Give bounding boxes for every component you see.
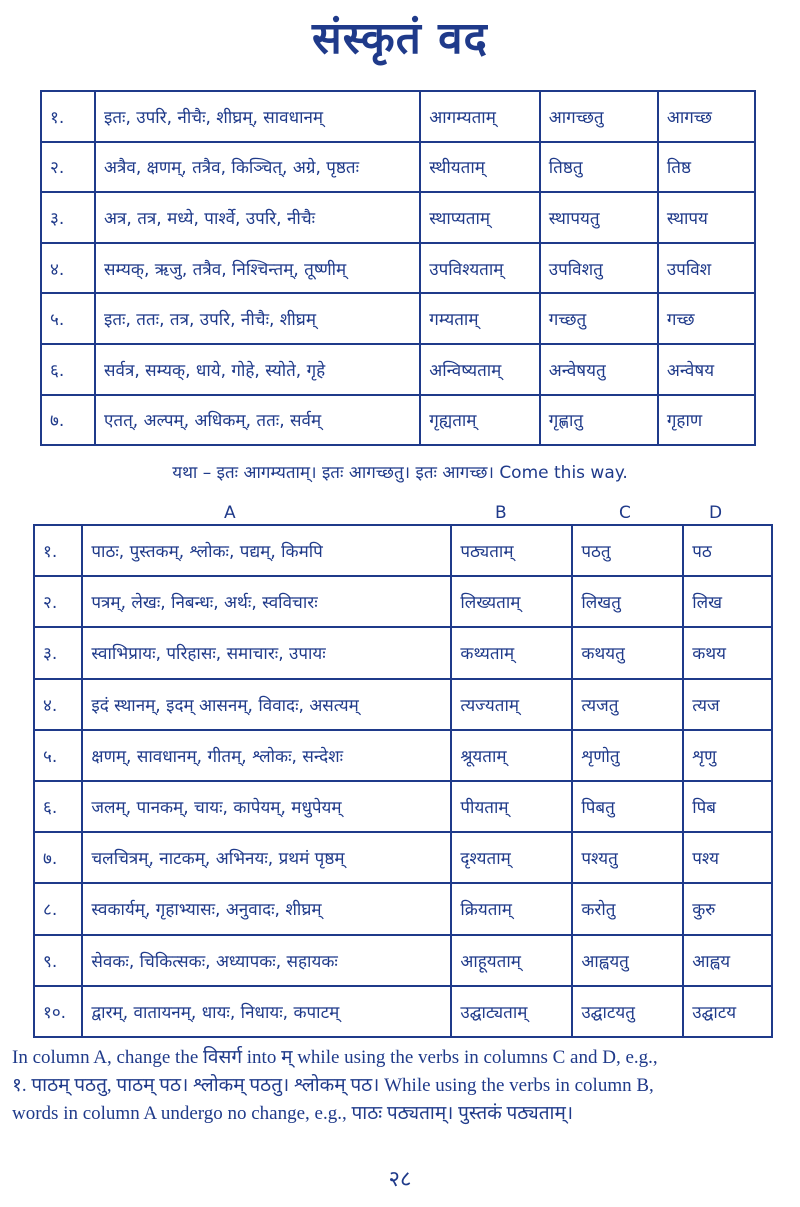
table-row [41, 91, 755, 142]
word-list-cell: जलम्, पानकम्, चायः, कापेयम्, मधुपेयम् [82, 781, 451, 832]
word-list-cell: इतः, उपरि, नीचैः, शीघ्रम्, सावधानम् [95, 91, 420, 142]
row-number-cell: ९. [34, 935, 82, 986]
table-row [34, 679, 772, 730]
row-number-cell: ६. [34, 781, 82, 832]
second-person-imperative-cell: पश्य [683, 832, 772, 883]
third-person-imperative-cell: गच्छतु [540, 293, 658, 344]
passive-imperative-cell: पठ्यताम् [451, 525, 572, 576]
table-row [34, 627, 772, 678]
second-person-imperative-cell: पिब [683, 781, 772, 832]
third-person-imperative-cell: आह्वयतु [572, 935, 683, 986]
word-list-cell: अत्र, तत्र, मध्ये, पार्श्वे, उपरि, नीचैः [95, 192, 420, 243]
row-number-cell: ५. [34, 730, 82, 781]
passive-imperative-cell: स्थीयताम् [420, 142, 540, 193]
passive-imperative-cell: गृह्यताम् [420, 395, 540, 446]
column-header-c: C [619, 503, 631, 523]
second-person-imperative-cell: उद्घाटय [683, 986, 772, 1037]
table-row [34, 576, 772, 627]
passive-imperative-cell: त्यज्यताम् [451, 679, 572, 730]
passive-imperative-cell: उद्घाट्यताम् [451, 986, 572, 1037]
third-person-imperative-cell: पठतु [572, 525, 683, 576]
second-person-imperative-cell: तिष्ठ [658, 142, 755, 193]
second-person-imperative-cell: कुरु [683, 883, 772, 934]
passive-imperative-cell: कथ्यताम् [451, 627, 572, 678]
second-person-imperative-cell: आगच्छ [658, 91, 755, 142]
column-header-d: D [709, 503, 723, 523]
footnote-line-3: words in column A undergo no change, e.g., पाठः पठ्यताम्। पुस्तकं पठ्यताम्। [12, 1103, 574, 1124]
third-person-imperative-cell: लिखतु [572, 576, 683, 627]
word-list-cell: पत्रम्, लेखः, निबन्धः, अर्थः, स्वविचारः [82, 576, 451, 627]
table-row [34, 730, 772, 781]
row-number-cell: ४. [41, 243, 95, 294]
verb-table-1 [40, 90, 756, 446]
row-number-cell: ४. [34, 679, 82, 730]
verb-table-2 [33, 524, 773, 1038]
row-number-cell: ५. [41, 293, 95, 344]
third-person-imperative-cell: कथयतु [572, 627, 683, 678]
word-list-cell: पाठः, पुस्तकम्, श्लोकः, पद्यम्, किमपि [82, 525, 451, 576]
third-person-imperative-cell: पिबतु [572, 781, 683, 832]
second-person-imperative-cell: आह्वय [683, 935, 772, 986]
row-number-cell: १. [34, 525, 82, 576]
table-row [34, 986, 772, 1037]
row-number-cell: ८. [34, 883, 82, 934]
footnote-line-1: In column A, change the विसर्ग into म् while using the verbs in columns C and D, e.g., [12, 1047, 658, 1068]
example-sentence: यथा – इतः आगम्यताम्। इतः आगच्छतु। इतः आगच्छ। Come this way. [172, 463, 628, 483]
word-list-cell: सेवकः, चिकित्सकः, अध्यापकः, सहायकः [82, 935, 451, 986]
third-person-imperative-cell: शृणोतु [572, 730, 683, 781]
word-list-cell: इदं स्थानम्, इदम् आसनम्, विवादः, असत्यम् [82, 679, 451, 730]
word-list-cell: स्वाभिप्रायः, परिहासः, समाचारः, उपायः [82, 627, 451, 678]
footnote [12, 1044, 792, 1128]
row-number-cell: ६. [41, 344, 95, 395]
verb-table-2-body [34, 525, 772, 1037]
table-row [41, 344, 755, 395]
page-number: २८ [388, 1167, 412, 1192]
row-number-cell: १०. [34, 986, 82, 1037]
passive-imperative-cell: पीयताम् [451, 781, 572, 832]
row-number-cell: २. [34, 576, 82, 627]
table-row [41, 243, 755, 294]
word-list-cell: सम्यक्, ऋजु, तत्रैव, निश्चिन्तम्, तूष्णीम् [95, 243, 420, 294]
second-person-imperative-cell: कथय [683, 627, 772, 678]
third-person-imperative-cell: स्थापयतु [540, 192, 658, 243]
second-person-imperative-cell: उपविश [658, 243, 755, 294]
third-person-imperative-cell: करोतु [572, 883, 683, 934]
row-number-cell: ३. [34, 627, 82, 678]
passive-imperative-cell: अन्विष्यताम् [420, 344, 540, 395]
third-person-imperative-cell: गृह्णातु [540, 395, 658, 446]
table-row [34, 883, 772, 934]
third-person-imperative-cell: आगच्छतु [540, 91, 658, 142]
word-list-cell: चलचित्रम्, नाटकम्, अभिनयः, प्रथमं पृष्ठम् [82, 832, 451, 883]
table-row [34, 832, 772, 883]
second-person-imperative-cell: शृणु [683, 730, 772, 781]
third-person-imperative-cell: पश्यतु [572, 832, 683, 883]
passive-imperative-cell: उपविश्यताम् [420, 243, 540, 294]
second-person-imperative-cell: लिख [683, 576, 772, 627]
word-list-cell: क्षणम्, सावधानम्, गीतम्, श्लोकः, सन्देशः [82, 730, 451, 781]
verb-table-1-body [41, 91, 755, 445]
word-list-cell: इतः, ततः, तत्र, उपरि, नीचैः, शीघ्रम् [95, 293, 420, 344]
second-person-imperative-cell: गच्छ [658, 293, 755, 344]
second-person-imperative-cell: अन्वेषय [658, 344, 755, 395]
table-row [41, 293, 755, 344]
third-person-imperative-cell: उद्घाटयतु [572, 986, 683, 1037]
second-person-imperative-cell: गृहाण [658, 395, 755, 446]
row-number-cell: ७. [41, 395, 95, 446]
third-person-imperative-cell: त्यजतु [572, 679, 683, 730]
passive-imperative-cell: आहूयताम् [451, 935, 572, 986]
table-row [34, 935, 772, 986]
row-number-cell: ३. [41, 192, 95, 243]
passive-imperative-cell: स्थाप्यताम् [420, 192, 540, 243]
row-number-cell: ७. [34, 832, 82, 883]
page-title: संस्कृतं वद [312, 13, 488, 64]
table-row [41, 395, 755, 446]
passive-imperative-cell: लिख्यताम् [451, 576, 572, 627]
row-number-cell: १. [41, 91, 95, 142]
word-list-cell: स्वकार्यम्, गृहाभ्यासः, अनुवादः, शीघ्रम् [82, 883, 451, 934]
word-list-cell: एतत्, अल्पम्, अधिकम्, ततः, सर्वम् [95, 395, 420, 446]
table-row [41, 142, 755, 193]
word-list-cell: सर्वत्र, सम्यक्, धाये, गोहे, स्योते, गृहे [95, 344, 420, 395]
footnote-line-2: १. पाठम् पठतु, पाठम् पठ। श्लोकम् पठतु। श्लोकम् पठ। While using the verbs in column B, [12, 1075, 654, 1096]
column-header-a: A [224, 503, 236, 523]
word-list-cell: द्वारम्, वातायनम्, धायः, निधायः, कपाटम् [82, 986, 451, 1037]
passive-imperative-cell: गम्यताम् [420, 293, 540, 344]
third-person-imperative-cell: अन्वेषयतु [540, 344, 658, 395]
third-person-imperative-cell: तिष्ठतु [540, 142, 658, 193]
table-row [34, 781, 772, 832]
second-person-imperative-cell: स्थापय [658, 192, 755, 243]
second-person-imperative-cell: त्यज [683, 679, 772, 730]
table-row [41, 192, 755, 243]
column-header-b: B [495, 503, 507, 523]
passive-imperative-cell: क्रियताम् [451, 883, 572, 934]
word-list-cell: अत्रैव, क्षणम्, तत्रैव, किञ्चित्, अग्रे, पृष्ठतः [95, 142, 420, 193]
third-person-imperative-cell: उपविशतु [540, 243, 658, 294]
second-person-imperative-cell: पठ [683, 525, 772, 576]
table-row [34, 525, 772, 576]
passive-imperative-cell: दृश्यताम् [451, 832, 572, 883]
passive-imperative-cell: श्रूयताम् [451, 730, 572, 781]
passive-imperative-cell: आगम्यताम् [420, 91, 540, 142]
row-number-cell: २. [41, 142, 95, 193]
